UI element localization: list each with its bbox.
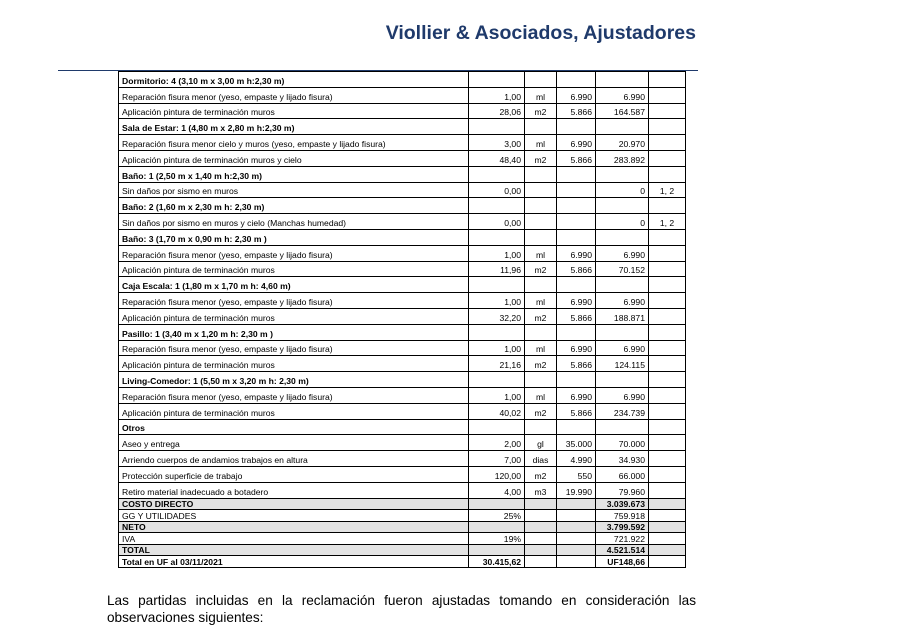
item-unit-price (557, 533, 596, 545)
item-description: Baño: 3 (1,70 m x 0,90 m h: 2,30 m ) (119, 229, 469, 245)
item-unit: dias (525, 451, 557, 467)
item-observation (649, 544, 686, 556)
item-unit-price (557, 214, 596, 230)
item-quantity (469, 544, 525, 556)
item-total: 721.922 (596, 533, 649, 545)
item-observation: 1, 2 (649, 214, 686, 230)
item-unit-price: 5.866 (557, 356, 596, 372)
item-total: 0 (596, 214, 649, 230)
item-unit-price: 6.990 (557, 293, 596, 309)
item-quantity (469, 324, 525, 340)
item-total (596, 198, 649, 214)
table-row (119, 435, 686, 451)
table-row (119, 245, 686, 261)
section-row (119, 72, 686, 88)
item-unit (525, 498, 557, 510)
item-unit (525, 214, 557, 230)
item-observation (649, 119, 686, 135)
item-quantity (469, 498, 525, 510)
item-observation (649, 466, 686, 482)
item-description: Otros (119, 419, 469, 435)
item-unit-price (557, 72, 596, 88)
item-quantity: 32,20 (469, 308, 525, 324)
item-unit-price: 6.990 (557, 387, 596, 403)
item-description: Aplicación pintura de terminación muros (119, 308, 469, 324)
item-unit (525, 419, 557, 435)
item-unit-price: 5.866 (557, 261, 596, 277)
item-unit (525, 533, 557, 545)
item-description: Baño: 1 (2,50 m x 1,40 m h:2,30 m) (119, 166, 469, 182)
item-unit (525, 556, 557, 568)
item-description: Aplicación pintura de terminación muros (119, 103, 469, 119)
item-description: TOTAL (119, 544, 469, 556)
item-observation (649, 510, 686, 522)
item-total (596, 72, 649, 88)
item-observation (649, 261, 686, 277)
table-row (119, 482, 686, 498)
item-observation (649, 135, 686, 151)
item-observation (649, 166, 686, 182)
item-unit (525, 229, 557, 245)
table-row (119, 87, 686, 103)
item-description: Sala de Estar: 1 (4,80 m x 2,80 m h:2,30 m) (119, 119, 469, 135)
item-unit: m2 (525, 403, 557, 419)
item-total: 188.871 (596, 308, 649, 324)
item-quantity: 30.415,62 (469, 556, 525, 568)
item-total: 34.930 (596, 451, 649, 467)
item-description: Pasillo: 1 (3,40 m x 1,20 m h: 2,30 m ) (119, 324, 469, 340)
item-description: Protección superficie de trabajo (119, 466, 469, 482)
item-unit-price (557, 277, 596, 293)
table-row (119, 103, 686, 119)
item-unit-price: 6.990 (557, 135, 596, 151)
item-total: 20.970 (596, 135, 649, 151)
item-unit: ml (525, 293, 557, 309)
item-unit-price (557, 198, 596, 214)
item-total (596, 229, 649, 245)
item-quantity: 0,00 (469, 182, 525, 198)
item-total: 4.521.514 (596, 544, 649, 556)
item-quantity (469, 521, 525, 533)
item-description: Retiro material inadecuado a botadero (119, 482, 469, 498)
item-unit-price (557, 182, 596, 198)
item-observation (649, 308, 686, 324)
item-observation (649, 387, 686, 403)
budget-table (118, 71, 686, 568)
item-unit-price: 6.990 (557, 340, 596, 356)
item-description: Reparación fisura menor (yeso, empaste y lijado fisura) (119, 87, 469, 103)
item-quantity: 11,96 (469, 261, 525, 277)
item-quantity: 2,00 (469, 435, 525, 451)
item-description: Sin daños por sismo en muros y cielo (Manchas humedad) (119, 214, 469, 230)
budget-table-body (119, 72, 686, 568)
item-description: Aplicación pintura de terminación muros (119, 403, 469, 419)
item-unit: gl (525, 435, 557, 451)
item-observation (649, 150, 686, 166)
item-quantity: 1,00 (469, 245, 525, 261)
item-observation (649, 498, 686, 510)
item-quantity: 48,40 (469, 150, 525, 166)
item-unit-price: 5.866 (557, 403, 596, 419)
item-unit (525, 372, 557, 388)
item-unit (525, 277, 557, 293)
item-quantity (469, 229, 525, 245)
item-observation (649, 372, 686, 388)
item-total (596, 277, 649, 293)
item-unit-price (557, 544, 596, 556)
item-total: 6.990 (596, 245, 649, 261)
item-description: Dormitorio: 4 (3,10 m x 3,00 m h:2,30 m) (119, 72, 469, 88)
item-unit: m2 (525, 103, 557, 119)
table-row (119, 261, 686, 277)
item-unit (525, 521, 557, 533)
item-observation (649, 293, 686, 309)
item-unit-price: 5.866 (557, 103, 596, 119)
item-description: Arriendo cuerpos de andamios trabajos en altura (119, 451, 469, 467)
item-quantity: 40,02 (469, 403, 525, 419)
item-observation (649, 198, 686, 214)
table-row (119, 451, 686, 467)
item-total: 6.990 (596, 293, 649, 309)
item-quantity: 21,16 (469, 356, 525, 372)
summary-row (119, 510, 686, 522)
item-unit: m2 (525, 466, 557, 482)
item-total (596, 419, 649, 435)
item-quantity: 25% (469, 510, 525, 522)
item-unit: ml (525, 135, 557, 151)
summary-row (119, 521, 686, 533)
summary-row (119, 544, 686, 556)
closing-paragraph: Las partidas incluidas en la reclamación fueron ajustadas tomando en consideración las observaciones siguientes: (107, 593, 696, 625)
item-total: UF148,66 (596, 556, 649, 568)
summary-row (119, 498, 686, 510)
item-description: NETO (119, 521, 469, 533)
section-row (119, 324, 686, 340)
item-quantity (469, 277, 525, 293)
item-unit (525, 324, 557, 340)
item-unit-price (557, 166, 596, 182)
item-unit (525, 166, 557, 182)
item-total (596, 372, 649, 388)
item-unit (525, 119, 557, 135)
item-unit-price (557, 372, 596, 388)
table-row (119, 308, 686, 324)
item-description: Sin daños por sismo en muros (119, 182, 469, 198)
item-quantity: 1,00 (469, 87, 525, 103)
table-row (119, 182, 686, 198)
item-total: 234.739 (596, 403, 649, 419)
item-quantity: 19% (469, 533, 525, 545)
item-observation: 1, 2 (649, 182, 686, 198)
item-unit: m2 (525, 261, 557, 277)
item-quantity (469, 166, 525, 182)
item-unit (525, 510, 557, 522)
section-row (119, 229, 686, 245)
item-unit-price (557, 229, 596, 245)
item-unit-price: 5.866 (557, 308, 596, 324)
item-unit (525, 198, 557, 214)
item-quantity (469, 72, 525, 88)
item-total (596, 324, 649, 340)
table-row (119, 293, 686, 309)
item-unit-price: 550 (557, 466, 596, 482)
item-description: Reparación fisura menor cielo y muros (yeso, empaste y lijado fisura) (119, 135, 469, 151)
item-unit-price (557, 119, 596, 135)
summary-row (119, 556, 686, 568)
table-row (119, 150, 686, 166)
item-unit (525, 544, 557, 556)
item-total: 124.115 (596, 356, 649, 372)
item-observation (649, 556, 686, 568)
item-unit-price (557, 521, 596, 533)
item-description: Living-Comedor: 1 (5,50 m x 3,20 m h: 2,30 m) (119, 372, 469, 388)
item-observation (649, 482, 686, 498)
item-description: Reparación fisura menor (yeso, empaste y lijado fisura) (119, 340, 469, 356)
item-unit: ml (525, 245, 557, 261)
item-total: 3.039.673 (596, 498, 649, 510)
item-quantity: 28,06 (469, 103, 525, 119)
item-description: Baño: 2 (1,60 m x 2,30 m h: 2,30 m) (119, 198, 469, 214)
item-total: 6.990 (596, 387, 649, 403)
item-unit: m3 (525, 482, 557, 498)
item-quantity (469, 372, 525, 388)
section-row (119, 419, 686, 435)
item-quantity (469, 198, 525, 214)
item-unit: ml (525, 387, 557, 403)
item-total: 283.892 (596, 150, 649, 166)
item-unit: m2 (525, 308, 557, 324)
item-observation (649, 533, 686, 545)
item-description: Aplicación pintura de terminación muros y cielo (119, 150, 469, 166)
summary-row (119, 533, 686, 545)
item-total (596, 166, 649, 182)
item-total (596, 119, 649, 135)
item-unit-price (557, 324, 596, 340)
item-unit-price: 6.990 (557, 87, 596, 103)
item-total: 0 (596, 182, 649, 198)
item-observation (649, 277, 686, 293)
item-unit: ml (525, 87, 557, 103)
item-quantity (469, 119, 525, 135)
section-row (119, 198, 686, 214)
item-observation (649, 324, 686, 340)
item-quantity: 7,00 (469, 451, 525, 467)
item-total: 3.799.592 (596, 521, 649, 533)
item-quantity: 1,00 (469, 340, 525, 356)
table-row (119, 387, 686, 403)
item-total: 70.152 (596, 261, 649, 277)
item-unit-price: 5.866 (557, 150, 596, 166)
item-observation (649, 103, 686, 119)
item-description: Reparación fisura menor (yeso, empaste y lijado fisura) (119, 387, 469, 403)
document-header-title: Viollier & Asociados, Ajustadores (385, 22, 696, 44)
item-total: 79.960 (596, 482, 649, 498)
item-description: GG Y UTILIDADES (119, 510, 469, 522)
item-observation (649, 403, 686, 419)
item-quantity: 4,00 (469, 482, 525, 498)
item-total: 70.000 (596, 435, 649, 451)
table-row (119, 356, 686, 372)
table-row (119, 135, 686, 151)
item-unit-price: 6.990 (557, 245, 596, 261)
item-description: Total en UF al 03/11/2021 (119, 556, 469, 568)
item-description: Caja Escala: 1 (1,80 m x 1,70 m h: 4,60 m) (119, 277, 469, 293)
item-unit-price: 19.990 (557, 482, 596, 498)
item-total: 6.990 (596, 340, 649, 356)
table-row (119, 403, 686, 419)
table-row (119, 466, 686, 482)
section-row (119, 372, 686, 388)
item-unit: ml (525, 340, 557, 356)
item-observation (649, 340, 686, 356)
item-unit-price (557, 498, 596, 510)
item-quantity: 1,00 (469, 293, 525, 309)
item-observation (649, 245, 686, 261)
item-unit (525, 182, 557, 198)
item-observation (649, 521, 686, 533)
item-unit-price: 4.990 (557, 451, 596, 467)
item-unit-price (557, 419, 596, 435)
item-unit: m2 (525, 150, 557, 166)
section-row (119, 277, 686, 293)
item-unit-price: 35.000 (557, 435, 596, 451)
item-quantity (469, 419, 525, 435)
item-total: 66.000 (596, 466, 649, 482)
item-unit-price (557, 510, 596, 522)
table-row (119, 340, 686, 356)
item-quantity: 120,00 (469, 466, 525, 482)
item-quantity: 0,00 (469, 214, 525, 230)
item-observation (649, 356, 686, 372)
item-description: Aplicación pintura de terminación muros (119, 261, 469, 277)
item-total: 759.918 (596, 510, 649, 522)
table-row (119, 214, 686, 230)
item-description: Aplicación pintura de terminación muros (119, 356, 469, 372)
item-description: COSTO DIRECTO (119, 498, 469, 510)
item-observation (649, 451, 686, 467)
item-observation (649, 229, 686, 245)
item-unit (525, 72, 557, 88)
section-row (119, 119, 686, 135)
item-quantity: 3,00 (469, 135, 525, 151)
item-total: 6.990 (596, 87, 649, 103)
item-observation (649, 87, 686, 103)
item-observation (649, 435, 686, 451)
item-quantity: 1,00 (469, 387, 525, 403)
item-observation (649, 419, 686, 435)
item-description: Reparación fisura menor (yeso, empaste y lijado fisura) (119, 293, 469, 309)
item-observation (649, 72, 686, 88)
item-description: IVA (119, 533, 469, 545)
item-description: Reparación fisura menor (yeso, empaste y lijado fisura) (119, 245, 469, 261)
item-unit-price (557, 556, 596, 568)
section-row (119, 166, 686, 182)
item-total: 164.587 (596, 103, 649, 119)
item-unit: m2 (525, 356, 557, 372)
item-description: Aseo y entrega (119, 435, 469, 451)
